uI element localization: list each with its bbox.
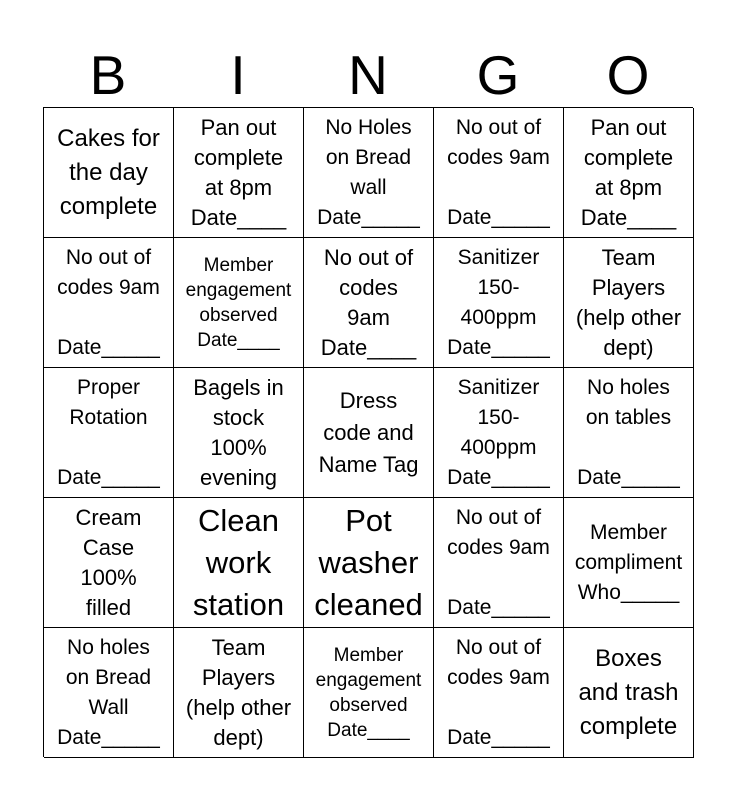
bingo-cell: Cream Case 100% filled	[44, 498, 174, 628]
header-letter-n: N	[348, 44, 388, 106]
bingo-cell: No out of codes 9am Date____	[304, 238, 434, 368]
bingo-cell: No Holes on Bread wall Date_____	[304, 108, 434, 238]
bingo-cell: Cakes for the day complete	[44, 108, 174, 238]
bingo-cell: Sanitizer 150- 400ppm Date_____	[434, 368, 564, 498]
bingo-cell: Proper Rotation Date_____	[44, 368, 174, 498]
bingo-cell: Sanitizer 150- 400ppm Date_____	[434, 238, 564, 368]
header-letter-i: I	[230, 44, 246, 106]
header-letter-g: G	[476, 44, 520, 106]
bingo-cell: Member engagement observed Date____	[304, 628, 434, 758]
bingo-cell: Pot washer cleaned	[304, 498, 434, 628]
header-letter-o: O	[606, 44, 650, 106]
bingo-cell: No holes on tables Date_____	[564, 368, 694, 498]
bingo-cell: Dress code and Name Tag	[304, 368, 434, 498]
bingo-cell: Team Players (help other dept)	[174, 628, 304, 758]
bingo-cell: Boxes and trash complete	[564, 628, 694, 758]
bingo-cell: Pan out complete at 8pm Date____	[564, 108, 694, 238]
bingo-cell: Pan out complete at 8pm Date____	[174, 108, 304, 238]
bingo-cell: No out of codes 9am Date_____	[434, 628, 564, 758]
bingo-cell: No out of codes 9am Date_____	[434, 108, 564, 238]
bingo-cell: No holes on Bread Wall Date_____	[44, 628, 174, 758]
header-letter-b: B	[89, 44, 127, 106]
bingo-cell: No out of codes 9am Date_____	[434, 498, 564, 628]
bingo-cell: Bagels in stock 100% evening	[174, 368, 304, 498]
bingo-cell: Clean work station	[174, 498, 304, 628]
bingo-cell: Member engagement observed Date____	[174, 238, 304, 368]
bingo-cell: Member compliment Who_____	[564, 498, 694, 628]
bingo-header	[43, 44, 693, 106]
bingo-cell: Team Players (help other dept)	[564, 238, 694, 368]
bingo-grid	[43, 107, 693, 757]
bingo-cell: No out of codes 9am Date_____	[44, 238, 174, 368]
